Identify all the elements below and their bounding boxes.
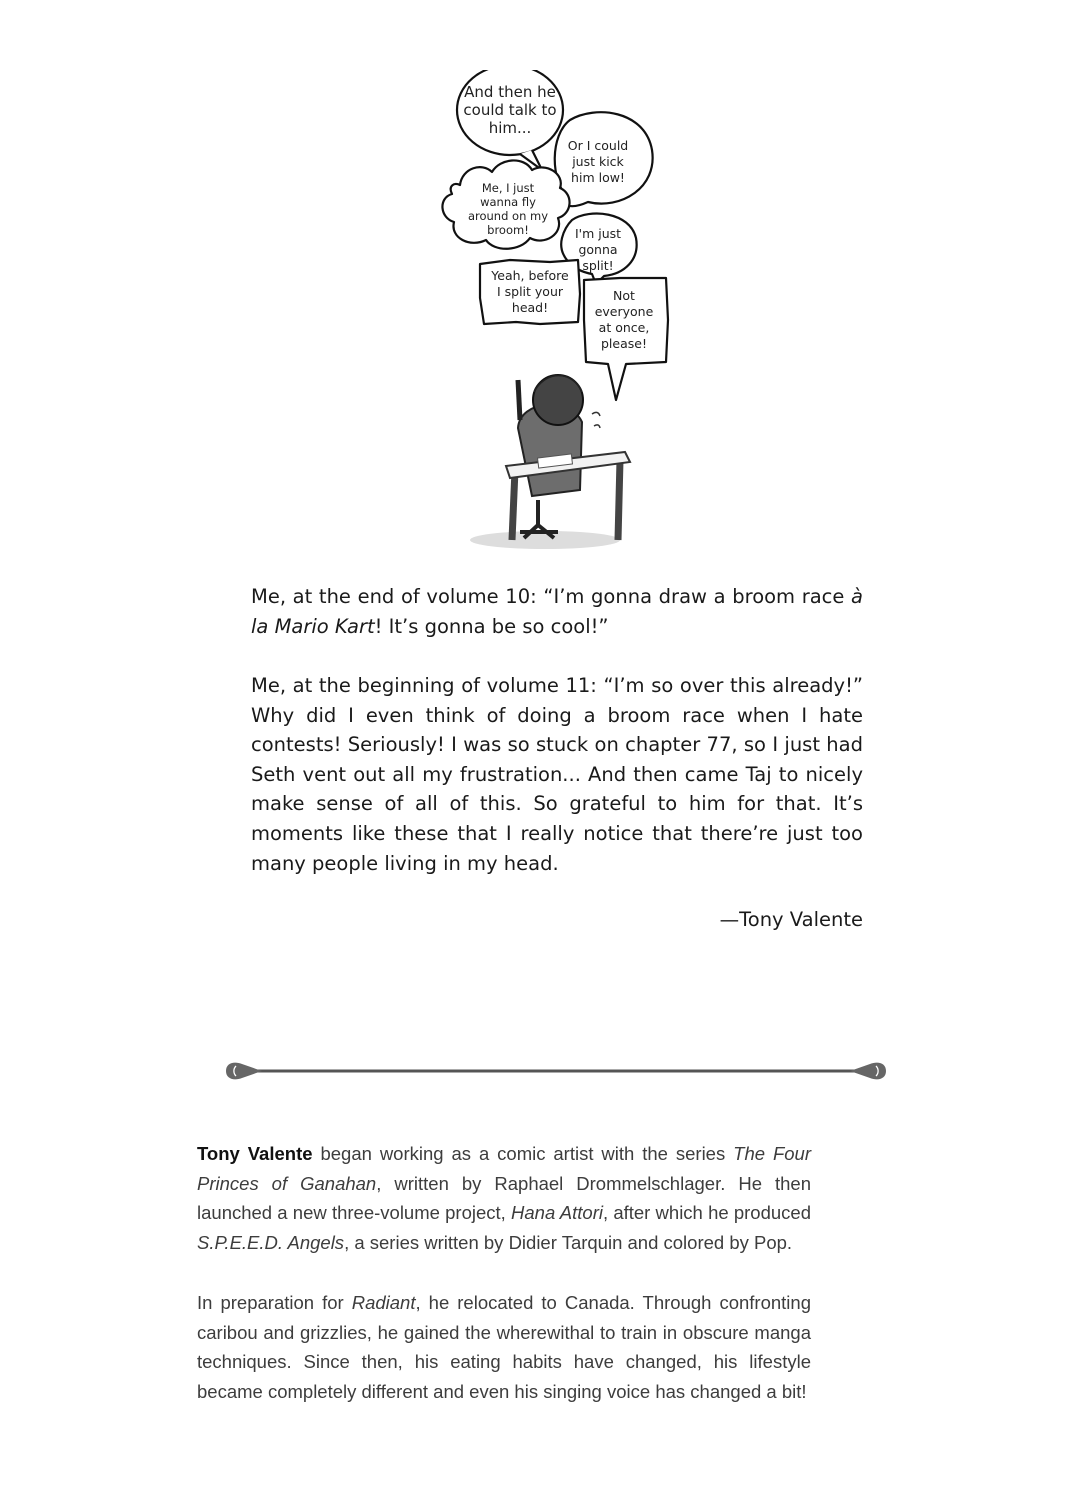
bio-p1-title-3: S.P.E.E.D. Angels xyxy=(197,1232,345,1254)
bio-p1-title-1: The Four Princes of Ganahan xyxy=(197,1143,811,1194)
comic-illustration xyxy=(420,70,710,560)
bubble-5-line-3: head! xyxy=(511,300,549,315)
note-p1-italic: à la Mario Kart xyxy=(251,585,863,638)
author-note-paragraph-2: Me, at the beginning of volume 11: “I’m so over this already!” Why did I even think of doing a broom race when I hate contests! Seriously! I was so stuck on chapter 77, so I just had Seth vent out all my frustration... And then came Taj to nicely make sense of all of this. So grateful to him for that. It’s moments like these that I really notice that there’re just too many people living in my head. xyxy=(251,674,863,875)
bio-author-name: Tony Valente xyxy=(197,1143,313,1164)
bio-p2-title-1: Radiant xyxy=(351,1292,416,1313)
bubble-6-line-1: Not xyxy=(613,288,635,303)
bubble-3-line-2: wanna fly xyxy=(480,195,536,209)
bubble-4-line-2: gonna xyxy=(578,242,618,257)
bio-p1-title-2: Hana Attori xyxy=(511,1202,603,1224)
note-p1-end: ! It’s gonna be so cool!” xyxy=(374,614,609,638)
bubble-6-line-4: please! xyxy=(601,336,647,351)
bubble-6-line-2: everyone xyxy=(594,304,654,319)
bio-p1-t1: began working as a comic artist with the series xyxy=(312,1143,734,1164)
bio-p1-t4: , a series written by Didier Tarquin and colored by Pop. xyxy=(344,1232,793,1254)
bio-p1-t2: , written by Raphael Drommelschlager. He then launched a new three-volume project, xyxy=(197,1172,811,1224)
bubble-4-line-1: I'm just xyxy=(574,226,622,241)
note-p1-start: Me, at the end of volume 10: “I’m gonna draw a broom race xyxy=(251,585,852,608)
bubble-3-line-3: around on my xyxy=(467,209,549,223)
bio-p1-t3: , after which he produced xyxy=(602,1202,811,1224)
bubble-2-line-3: him low! xyxy=(571,170,625,185)
section-divider xyxy=(222,1056,890,1086)
author-note-paragraph-1 xyxy=(251,582,863,641)
bubble-3-line-4: broom! xyxy=(487,223,529,237)
bubble-6-line-3: at once, xyxy=(598,320,650,335)
author-bio-paragraph-2 xyxy=(197,1288,811,1407)
bubble-2-line-1: Or I could xyxy=(567,138,629,153)
artist-at-desk-drawing xyxy=(470,375,630,549)
author-bio-paragraph-1 xyxy=(197,1139,811,1258)
author-signature: —Tony Valente xyxy=(719,908,863,931)
bio-p2-t2: , he relocated to Canada. Through confronting caribou and grizzlies, he gained the wherewithal to train in obscure manga techniques. Since then, his eating habits have changed, his lifestyle became completely different and even his singing voice has changed a bit! xyxy=(197,1292,811,1403)
bubble-1-line-2: could talk to xyxy=(463,101,557,119)
bubble-3-line-1: Me, I just xyxy=(481,181,535,195)
bubble-4-line-3: split! xyxy=(582,258,614,273)
bio-p2-t1: In preparation for xyxy=(197,1292,352,1313)
bubble-2-line-2: just kick xyxy=(572,154,624,169)
bubble-1-line-1: And then he xyxy=(464,83,556,101)
bubble-5-line-1: Yeah, before xyxy=(491,268,569,283)
bubble-5-line-2: I split your xyxy=(496,284,564,299)
bubble-1-line-3: him... xyxy=(488,119,532,137)
